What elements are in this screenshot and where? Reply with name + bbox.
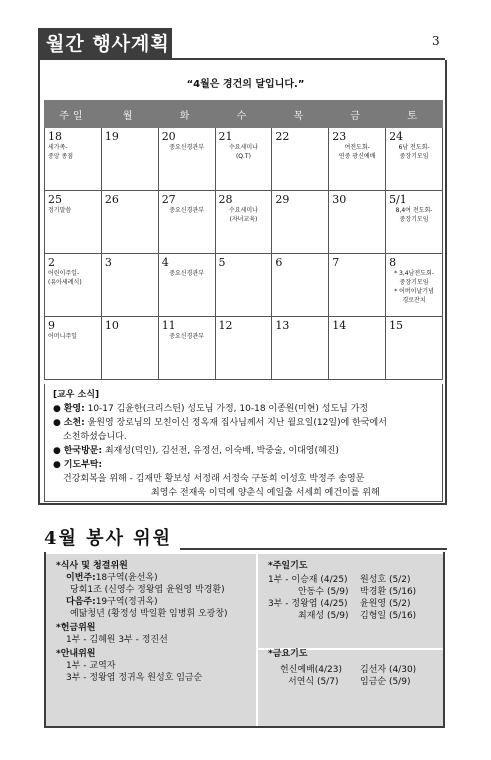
calendar-event: 중요신경관부 — [169, 144, 204, 151]
calendar-event: 6남 전도회- — [398, 144, 430, 151]
calendar-day-cell — [215, 191, 272, 254]
calendar-day-cell — [272, 254, 329, 317]
next-week-text: 19구역(정귀옥) — [95, 597, 158, 607]
calendar-event: 어머니주일 — [48, 333, 77, 340]
next-week — [56, 596, 246, 608]
calendar-day-cell — [45, 254, 102, 317]
calendar-day-cell — [272, 317, 329, 380]
calendar-day-number: 26 — [104, 193, 119, 206]
calendar-day-number: 6 — [275, 256, 283, 269]
news-title: [교우 소식] — [53, 390, 100, 400]
calendar-day-number: 13 — [275, 319, 290, 332]
calendar-day-cell — [386, 254, 443, 317]
calendar-event: (Q.T) — [235, 153, 251, 160]
calendar-week-row — [45, 317, 443, 380]
calendar-day-cell — [45, 191, 102, 254]
calendar-event: 수요세미나 — [228, 207, 258, 214]
weekday-header: 화 — [158, 101, 215, 128]
guide-line-1: 1부 - 교역자 — [66, 661, 116, 671]
calendar-event: 여전도회- — [344, 144, 370, 151]
calendar-day-cell — [386, 128, 443, 191]
welcome-label: 환영: — [63, 404, 85, 414]
prayer-cell: 안동수 (5/9) — [298, 587, 349, 597]
this-week-text: 18구역(윤선옥) — [95, 573, 158, 583]
calendar-day-cell — [215, 254, 272, 317]
service-right-column — [258, 554, 443, 726]
prayer-row — [268, 598, 433, 610]
offering-text: 1부 - 김혜원 3부 - 정진선 — [66, 635, 168, 645]
calendar-day-cell — [272, 128, 329, 191]
service-rule — [180, 548, 447, 550]
calendar-event: 경로잔치 — [402, 297, 426, 304]
this-week — [56, 572, 246, 584]
calendar-day-number: 9 — [48, 319, 55, 332]
prayer-cell: 최재성 (5/9) — [298, 611, 349, 621]
prayer-cell: 윤원영 (5/2) — [360, 599, 411, 609]
calendar-day-number: 10 — [104, 319, 119, 332]
calendar-day-number: 24 — [389, 130, 404, 143]
sunday-prayer-title: *주일기도 — [268, 561, 308, 571]
page-number: 3 — [432, 34, 440, 48]
calendar-event: 어린이주일- — [48, 270, 80, 277]
calendar-day-number: 18 — [48, 130, 62, 143]
calendar-event: 중앙 종점 — [48, 153, 74, 160]
calendar-day-number: 21 — [218, 130, 233, 143]
news-welcome: ● 환영: 10-17 김윤한(크리스틴) 성도님 가정, 10-18 이종원(미현) 성도님 가정 — [53, 404, 369, 414]
guide-line-2: 3부 - 정왕엽 정귀옥 원성호 임금순 — [66, 673, 203, 683]
news-condolence: ● 소천: 윤원영 장로님의 모친이신 정옥재 집사님께서 지난 월요일(12일)에 한국에서 — [53, 418, 387, 428]
offering-title: *헌금위원 — [56, 623, 96, 633]
prayer-cell: 박경환 (5/16) — [360, 587, 417, 597]
calendar-event: 중요신경관부 — [169, 333, 204, 340]
calendar-day-number: 29 — [275, 193, 290, 206]
calendar-day-number: 8 — [389, 256, 397, 269]
news-prayer: ● 기도부탁: — [53, 460, 103, 470]
calendar-event: 8,4여 전도회- — [395, 207, 433, 214]
calendar-day-number: 19 — [104, 130, 119, 143]
friday-row — [268, 664, 433, 676]
prayer-cell: 김형일 (5/16) — [360, 611, 417, 621]
calendar-event: * 어버이날기념 — [394, 288, 434, 295]
calendar-day-number: 14 — [332, 319, 347, 332]
prayer-cell: 3부 - 정왕엽 (4/25) — [268, 599, 348, 609]
calendar-day-cell — [101, 191, 158, 254]
calendar-event: 연중 광신예배 — [338, 153, 376, 160]
next-week-label: 다음주: — [66, 597, 96, 607]
prayer-row — [268, 586, 433, 598]
prayer-cell: 원성호 (5/2) — [360, 575, 411, 585]
calendar-event: * 3,4남전도회- — [394, 270, 434, 277]
friday-prayer-title: *금요기도 — [268, 649, 308, 659]
friday-cell: 서연식 (5/7) — [288, 677, 339, 687]
prayer-cell: 1부 - 이승재 (4/25) — [268, 575, 348, 585]
calendar-event: 수요세미나 — [228, 144, 258, 151]
member-news — [44, 384, 443, 502]
weekday-header: 금 — [329, 101, 386, 128]
monthly-motto: “4월은 경건의 달입니다.” — [186, 79, 305, 90]
calendar-day-number: 23 — [332, 130, 347, 143]
weekday-header: 목 — [272, 101, 329, 128]
calendar-event: 정기말씀 — [48, 207, 72, 214]
calendar-event: 중장기모임 — [399, 216, 429, 223]
calendar-day-cell — [329, 191, 386, 254]
guide-title: *안내위원 — [56, 649, 96, 659]
header-title-bar — [38, 28, 172, 60]
calendar-day-number: 28 — [218, 193, 233, 206]
prayer-text-2: 최영수 전재욱 이덕예 양춘식 예일출 서세희 예건이를 위해 — [151, 488, 380, 498]
this-week-detail: 당회1조 (신영수 정왕엽 윤원영 박경환) — [70, 585, 225, 595]
calendar-week-row — [45, 254, 443, 317]
prayer-text-1: 건강회복을 위해 - 김재만 황보성 서정래 서정숙 구동희 이성호 박정주 송영문 — [63, 474, 365, 484]
calendar-day-number: 11 — [161, 319, 176, 332]
calendar-day-cell — [101, 254, 158, 317]
weekday-header-row — [45, 101, 443, 128]
calendar-day-cell — [329, 128, 386, 191]
weekday-header: 수 — [215, 101, 272, 128]
calendar-day-number: 20 — [161, 130, 176, 143]
welcome-text: 10-17 김윤한(크리스틴) 성도님 가정, 10-18 이종원(미현) 성도님 가정 — [87, 404, 369, 414]
calendar-day-cell — [158, 317, 215, 380]
calendar-event: 세가족- — [48, 144, 68, 151]
calendar-day-cell — [329, 317, 386, 380]
friday-cell: 헌신예배(4/23) — [280, 665, 343, 675]
calendar-day-cell — [215, 128, 272, 191]
calendar-event: 중요신경관부 — [169, 270, 204, 277]
prayer-row — [268, 610, 433, 622]
calendar-day-cell — [158, 254, 215, 317]
friday-row — [268, 676, 433, 688]
calendar-day-cell — [215, 317, 272, 380]
friday-cell: 임금순 (5/9) — [360, 677, 411, 687]
calendar-day-number: 5 — [218, 256, 226, 269]
this-week-label: 이번주: — [66, 573, 96, 583]
calendar-day-number: 25 — [48, 193, 62, 206]
calendar-day-number: 12 — [218, 319, 233, 332]
next-week-detail: 예닮청년 (황정성 박일환 임병휘 오광창) — [70, 609, 228, 619]
calendar-body — [45, 128, 443, 380]
monthly-calendar — [44, 100, 443, 380]
calendar-day-number: 7 — [332, 256, 340, 269]
news-condolence-cont: 소천하셨습니다. — [63, 432, 127, 442]
calendar-day-number: 2 — [48, 256, 55, 269]
calendar-day-number: 15 — [389, 319, 404, 332]
calendar-day-number: 3 — [104, 256, 112, 269]
calendar-day-cell — [386, 317, 443, 380]
weekday-header: 주일 — [45, 101, 102, 128]
service-title: 4월 봉사 위원 — [44, 528, 172, 549]
calendar-day-cell — [101, 128, 158, 191]
weekday-header: 토 — [386, 101, 443, 128]
calendar-event: (유아세례식) — [48, 279, 82, 286]
calendar-event: 중장기모임 — [399, 153, 429, 160]
calendar-day-number: 30 — [332, 193, 347, 206]
visit-label: 한국방문: — [63, 446, 103, 456]
calendar-event: (자녀교육) — [229, 216, 258, 223]
condolence-label: 소천: — [63, 418, 85, 428]
news-visit: ● 한국방문: 최재성(덕인), 김선전, 유정선, 이숙배, 박중술, 이대영(혜진) — [53, 446, 339, 456]
calendar-event: 중장기모임 — [399, 279, 429, 286]
calendar-event: 중요신경관부 — [169, 207, 204, 214]
service-left-column — [46, 554, 256, 726]
condolence-text: 윤원영 장로님의 모친이신 정옥재 집사님께서 지난 월요일(12일)에 한국에서 — [87, 418, 387, 428]
calendar-day-cell — [158, 191, 215, 254]
visit-text: 최재성(덕인), 김선전, 유정선, 이숙배, 박중술, 이대영(혜진) — [104, 446, 339, 456]
calendar-week-row — [45, 191, 443, 254]
calendar-day-number: 27 — [161, 193, 176, 206]
calendar-day-cell — [45, 128, 102, 191]
calendar-week-row — [45, 128, 443, 191]
meal-title: *식사 및 청결위원 — [56, 561, 128, 571]
calendar-day-number: 4 — [161, 256, 169, 269]
calendar-day-cell — [272, 191, 329, 254]
calendar-day-cell — [45, 317, 102, 380]
calendar-day-cell — [386, 191, 443, 254]
friday-cell: 김선자 (4/30) — [360, 665, 417, 675]
calendar-day-cell — [329, 254, 386, 317]
page-title: 월간 행사계획 — [46, 33, 170, 55]
calendar-day-cell — [158, 128, 215, 191]
prayer-row — [268, 574, 433, 586]
calendar-day-cell — [101, 317, 158, 380]
calendar-day-number: 22 — [275, 130, 290, 143]
weekday-header: 월 — [101, 101, 158, 128]
prayer-label: 기도부탁: — [63, 460, 103, 470]
calendar-day-number: 5/1 — [389, 193, 407, 206]
